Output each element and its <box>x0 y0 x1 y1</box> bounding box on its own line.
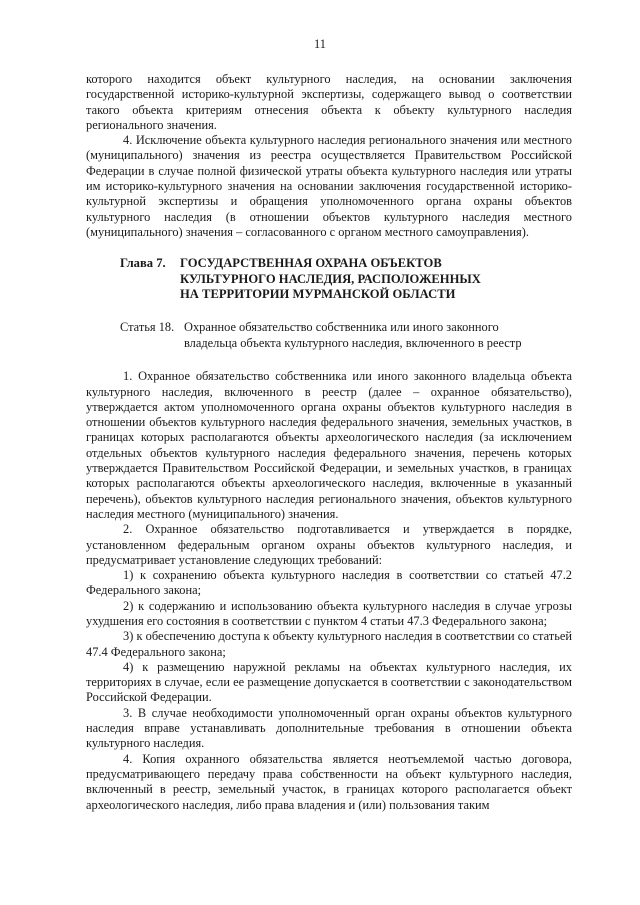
page-number: 11 <box>314 37 326 51</box>
chapter-title <box>180 256 572 303</box>
article-paragraph-1: 1. Охранное обязательство собственника или иного законного владельца объекта культурного наследия, включенного в реестр (далее – охранное обязательство), утверждается актом уполномоченного органа охраны объектов культурного наследия в отношении объектов культурного наследия федерального значения, земельных участков, в границах которых располагаются объекты археологического наследия (за исключением отдельных объектов культурного наследия федерального значения, перечень которых утверждается Правительством Российской Федерации, и земельных участков, в границах которых располагаются объекты археологического наследия, включенные в указанный перечень), объектов культурного наследия регионального значения, объектов культурного наследия местного (муниципального) значения. <box>86 369 572 521</box>
article-paragraph-3: 3. В случае необходимости уполномоченный орган охраны объектов культурного наследия вправе устанавливать дополнительные требования в отношении объекта культурного наследия. <box>86 705 572 751</box>
article-paragraph-4: 4. Копия охранного обязательства является неотъемлемой частью договора, предусматривающего передачу права собственности на объект культурного наследия, включенный в реестр, земельный участок, в границах которого располагается объект археологического наследия, либо права владения и (или) пользования таким <box>86 751 572 812</box>
document-body <box>86 72 572 813</box>
article-subitem-1: 1) к сохранению объекта культурного наследия в соответствии со статьей 47.2 Федерального закона; <box>86 568 572 598</box>
article-title <box>184 320 572 351</box>
chapter-label: Глава 7. <box>120 256 166 271</box>
paragraph-4: 4. Исключение объекта культурного наследия регионального значения или местного (муниципального) значения из реестра осуществляется Правительством Российской Федерации в случае полной физической утраты объекта культурного наследия или утраты им историко-культурного значения на основании заключения государственной историко-культурной экспертизы и обращения уполномоченного органа охраны объектов культурного наследия (в отношении объектов культурного наследия местного (муниципального) значения – согласованного с органом местного самоуправления). <box>86 133 572 239</box>
chapter-title-line: КУЛЬТУРНОГО НАСЛЕДИЯ, РАСПОЛОЖЕННЫХ <box>180 271 481 286</box>
article-title-line: владельца объекта культурного наследия, включенного в реестр <box>184 335 522 350</box>
chapter-title-line: ГОСУДАРСТВЕННАЯ ОХРАНА ОБЪЕКТОВ <box>180 256 442 271</box>
chapter-title-line: НА ТЕРРИТОРИИ МУРМАНСКОЙ ОБЛАСТИ <box>180 287 456 302</box>
article-title-line: Охранное обязательство собственника или иного законного <box>184 320 499 335</box>
article-label: Статья 18. <box>120 320 175 335</box>
article-heading <box>86 320 572 351</box>
article-subitem-2: 2) к содержанию и использованию объекта культурного наследия в случае угрозы ухудшения его состояния в соответствии с пунктом 4 статьи 47.3 Федерального закона; <box>86 598 572 628</box>
article-subitem-4: 4) к размещению наружной рекламы на объектах культурного наследия, их территориях в случае, если ее размещение допускается в соответствии с законодательством Российской Федерации. <box>86 659 572 705</box>
article-subitem-3: 3) к обеспечению доступа к объекту культурного наследия в соответствии со статьей 47.4 Федерального закона; <box>86 629 572 659</box>
article-paragraph-2: 2. Охранное обязательство подготавливается и утверждается в порядке, установленном федеральным органом охраны объектов культурного наследия, и предусматривает установление следующих требований: <box>86 522 572 567</box>
chapter-heading <box>86 256 572 303</box>
paragraph-continuation: которого находится объект культурного наследия, на основании заключения государственной историко-культурной экспертизы, содержащего вывод о соответствии такого объекта критериям отнесения объекта к объекту культурного наследия регионального значения. <box>86 72 572 132</box>
